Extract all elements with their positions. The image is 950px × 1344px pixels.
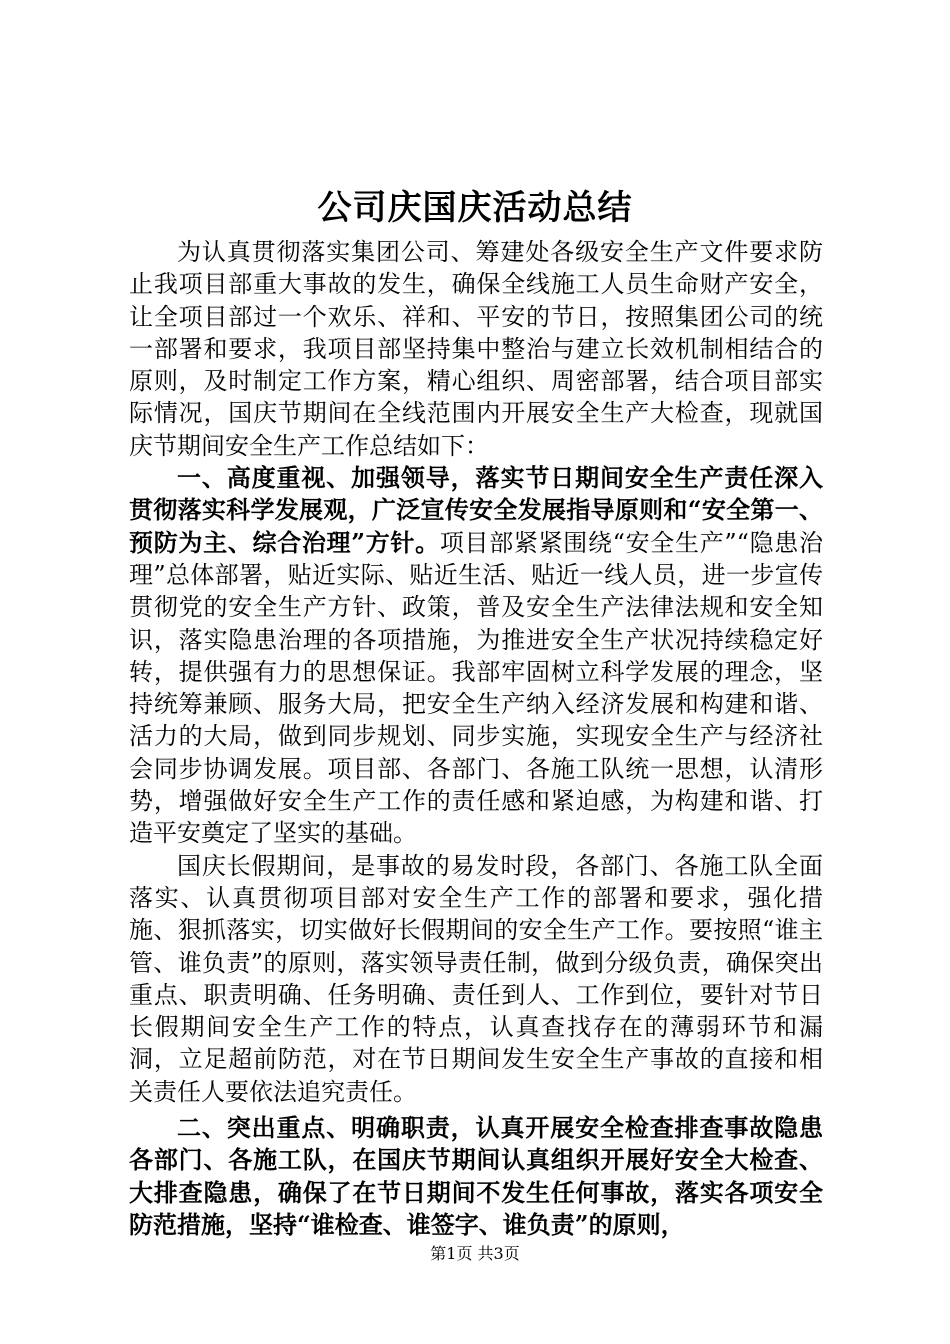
document-title: 公司庆国庆活动总结 <box>317 188 633 228</box>
paragraph-holiday <box>129 850 823 1108</box>
paragraph-section-1 <box>129 462 823 850</box>
paragraph-text: 国庆长假期间，是事故的易发时段，各部门、各施工队全面落实、认真贯彻项目部对安全生产工作的部署和要求，强化措施、狠抓落实，切实做好长假期间的安全生产工作。要按照“谁主管、谁负责”的原则，落实领导责任制，做到分级负责，确保突出重点、职责明确、任务明确、责任到人、工作到位，要针对节日长假期间安全生产工作的特点，认真查找存在的薄弱环节和漏洞，立足超前防范，对在节日期间发生安全生产事故的直接和相关责任人要依法追究责任。 <box>129 851 823 1106</box>
paragraph-text: 项目部紧紧围绕“安全生产”“隐患治理”总体部署，贴近实际、贴近生活、贴近一线人员，进一步宣传贯彻党的安全生产方针、政策，普及安全生产法律法规和安全知识，落实隐患治理的各项措施，为推进安全生产状况持续稳定好转，提供强有力的思想保证。我部牢固树立科学发展的理念，坚持统筹兼顾、服务大局，把安全生产纳入经济发展和构建和谐、活力的大局，做到同步规划、同步实施，实现安全生产与经济社会同步协调发展。项目部、各部门、各施工队统一思想，认清形势，增强做好安全生产工作的责任感和紧迫感，为构建和谐、打造平安奠定了坚实的基础。 <box>129 528 823 848</box>
page-number-footer: 第1页 共3页 <box>430 1244 520 1263</box>
paragraph-intro <box>129 236 823 462</box>
section-heading-2: 二、突出重点、明确职责，认真开展安全检查排查事故隐患各部门、各施工队，在国庆节期间认真组织开展好安全大检查、大排查隐患，确保了在节日期间不发生任何事故，落实各项安全防范措施，坚持“谁检查、谁签字、谁负责”的原则， <box>129 1113 823 1239</box>
paragraph-section-2 <box>129 1112 823 1241</box>
paragraph-text: 为认真贯彻落实集团公司、筹建处各级安全生产文件要求防止我项目部重大事故的发生，确保全线施工人员生命财产安全，让全项目部过一个欢乐、祥和、平安的节日，按照集团公司的统一部署和要求，我项目部坚持集中整治与建立长效机制相结合的原则，及时制定工作方案，精心组织、周密部署，结合项目部实际情况，国庆节期间在全线范围内开展安全生产大检查，现就国庆节期间安全生产工作总结如下： <box>129 238 823 460</box>
section-heading-1: 一、高度重视、加强领导，落实节日期间安全生产责任深入贯彻落实科学发展观，广泛宣传安全发展指导原则和“安全第一、预防为主、综合治理”方针。 <box>129 463 823 557</box>
document-body <box>129 236 823 1241</box>
